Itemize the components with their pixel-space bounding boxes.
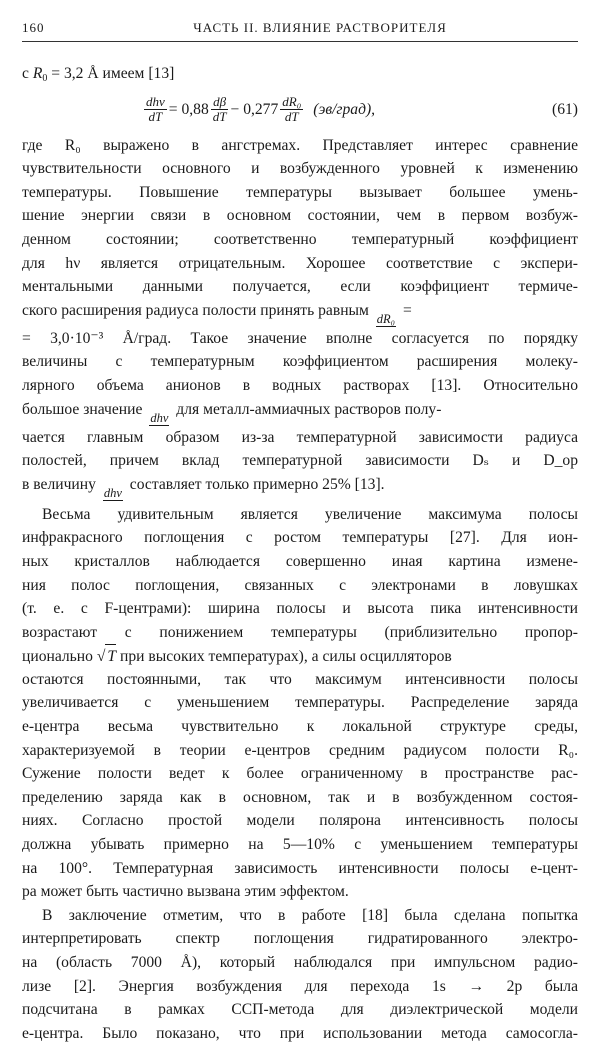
line-with-sqrt: ционально √ T при высоких температурах), а силы осцилляторов [22,644,578,668]
paragraph-2: Весьма удивительным является увеличение максимума полосы инфракрасного поглощения с ростом температуры [27]. Для ион- ных кристаллов наблюдается совершенно иная картина измене- ния полос поглощения, связанных с электронами в ловушках (т. е. с F-центрами): ширина полосы и высота пика интенсивности возрастают с понижением температуры (приблизительно пропор- ционально √ T при высоких температурах), а силы осцилляторов остаются постоянными, так что максимум интенсивности полосы увеличивается с уменьшением температуры. Распределение заряда e-центра весьма чувствительно к локальной структуре среды, характеризуемой в теории e-центров средним радиусом полости R₀. Сужение полости ведет к более ограниченному в пространстве рас- пределению заряда как в основном, так и в возбужденном состоя- ниях. Согласно простой модели полярона интенсивность полосы должна убывать примерно на 5—10% с уменьшением температуры на 100°. Температурная зависимость интенсивности полосы e-цент- ра может быть частично вызвана этим эффектом. [22,505,578,901]
line-with-fraction: большое значение dhν для металл-аммиачных растворов полу- [22,400,442,425]
paragraph-3: В заключение отметим, что в работе [18] была сделана попытка интерпретировать спектр поглощения гидратированного электро- на (область 7000 Å), который наблюдался при импульсном радио- лизе [2]. Энергия возбуждения для перехода 1s → 2p была подсчитана в рамках ССП-метода для диэлектрической модели e-центра. Было показано, что при использовании метода самосогла- [22,906,578,1042]
fraction-dr0-dt: $\frac{\text{dR₀}}{dT}$ [282,94,302,125]
line-with-fraction: в величину dhν составляет только примерно 25% [13]. [22,475,385,500]
fraction-dbeta-dt: $\frac{d\beta}{dT}$ [212,94,227,125]
fraction-dhv-dt: $\frac{\text{dhν}}{dT}$ [146,94,165,125]
equation-number: (61) [552,100,578,118]
paragraph-1: где R₀ выражено в ангстремах. Представляет интерес сравнение чувствительности основного и возбужденного уровней к изменению температуры. Повышение температуры вызывает большее умень- шение энергии связи в основном состоянии, чем в первом возбуж- денном состоянии; соответственно температурный коэффициент для hν является отрицательным. Хорошее соответствие с экспери- ментальными данными получается, если коэффициент термиче- ского расширения радиуса полости принять равным dR₀ = = 3,0·10⁻³ Å/град. Такое значение вполне согласуется по порядку величины с температурным коэффициентом расширения молеку- лярного объема анионов в водных растворах [13]. Относительно большое значение dhν для металл-аммиачных растворов полу- чается главным образом из-за температурной зависимости радиуса полостей, причем вклад температурной зависимости Dₛ и D_op в величину dhν составляет только примерно 25% [13]. [22,136,578,500]
equation-expression: $\frac{\text{dhν}}{dT}$ = 0,88 $\frac{d\beta}{dT}$ − 0,277 $\frac{\text{dR₀}}{dT}$ (эв/град), [146,94,376,125]
line-with-fraction: ского расширения радиуса полости принять равным dR₀ = [22,301,412,326]
sqrt-symbol: √ [96,648,106,666]
page-body [22,62,578,1045]
running-title: ЧАСТЬ II. ВЛИЯНИЕ РАСТВОРИТЕЛЯ [193,20,447,35]
page-header [22,20,578,42]
intro-line: с $R_0 = 3,2$ Å имеем [13] [22,65,175,84]
equation-61 [22,86,578,134]
page-number: 160 [22,20,45,35]
